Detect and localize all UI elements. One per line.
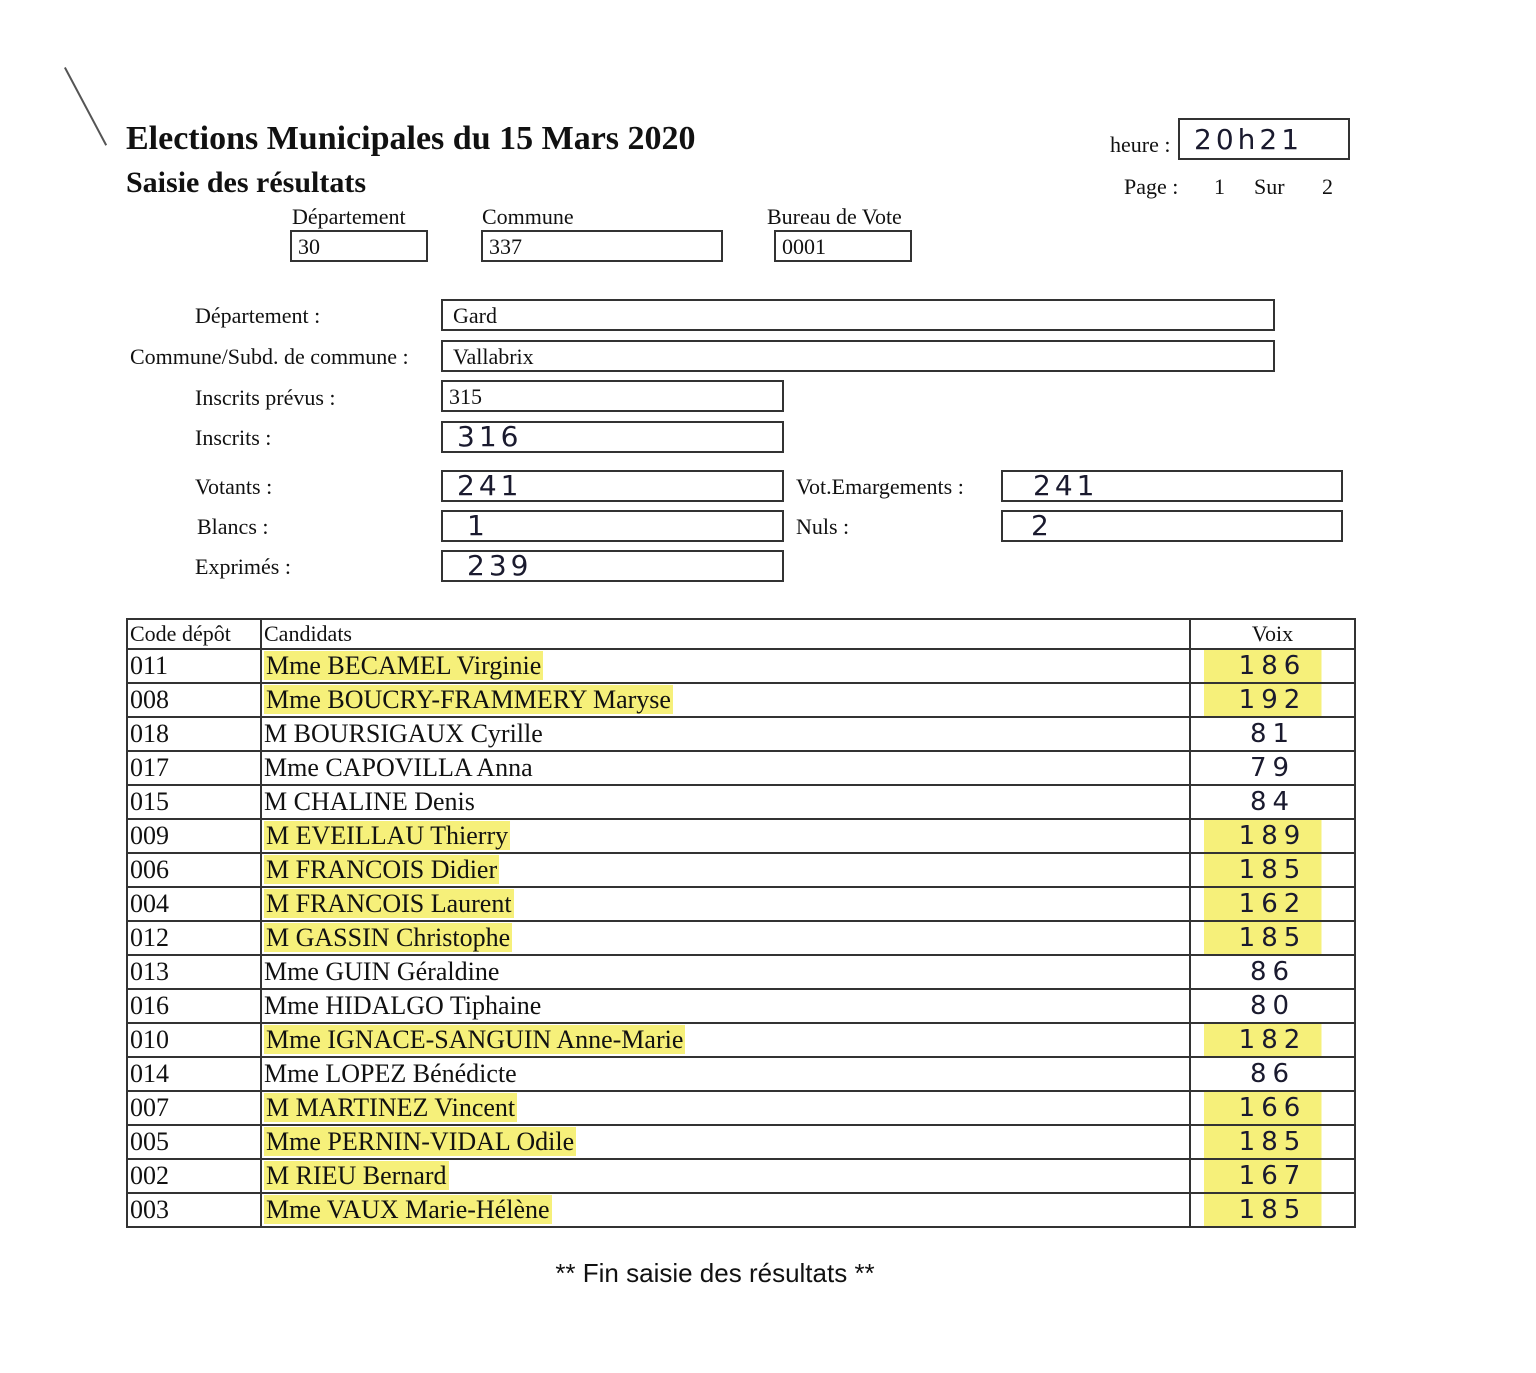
candidate-cell — [261, 955, 1190, 989]
candidate-cell — [261, 853, 1190, 887]
candidate-name: Mme LOPEZ Bénédicte — [264, 1059, 517, 1088]
candidate-cell — [261, 717, 1190, 751]
table-row — [127, 1159, 1355, 1193]
table-row — [127, 955, 1355, 989]
inscrits-prevus-label: Inscrits prévus : — [195, 385, 336, 410]
voix-cell[interactable]: 81 — [1190, 717, 1355, 751]
page-subtitle: Saisie des résultats — [126, 166, 366, 199]
candidate-cell — [261, 649, 1190, 683]
code-depot-cell: 013 — [127, 955, 261, 989]
table-row — [127, 887, 1355, 921]
exprimes-field[interactable]: 239 — [441, 550, 784, 582]
candidate-name: M FRANCOIS Didier — [266, 855, 498, 884]
end-of-results-note: ** Fin saisie des résultats ** — [555, 1258, 875, 1288]
page-total: 2 — [1322, 174, 1333, 199]
candidate-cell — [261, 751, 1190, 785]
candidate-cell — [261, 683, 1190, 717]
page-title: Elections Municipales du 15 Mars 2020 — [126, 120, 696, 157]
commune-label: Commune/Subd. de commune : — [130, 344, 409, 369]
table-row — [127, 853, 1355, 887]
departement-label: Département : — [195, 303, 321, 328]
candidate-name: Mme GUIN Géraldine — [264, 957, 500, 986]
voix-cell[interactable]: 167 — [1190, 1159, 1355, 1193]
header-code: Code dépôt — [127, 619, 261, 649]
candidate-name: Mme CAPOVILLA Anna — [264, 753, 533, 782]
inscrits-label: Inscrits : — [195, 425, 272, 450]
blancs-label: Blancs : — [197, 514, 269, 539]
bureau-code-field[interactable]: 0001 — [774, 230, 912, 262]
candidate-cell — [261, 1159, 1190, 1193]
votants-label: Votants : — [195, 474, 273, 499]
candidate-name: M EVEILLAU Thierry — [266, 821, 509, 850]
commune-code-label: Commune — [482, 204, 574, 229]
voix-cell[interactable]: 86 — [1190, 955, 1355, 989]
header-voix: Voix — [1190, 619, 1355, 649]
candidate-cell — [261, 819, 1190, 853]
code-depot-cell: 011 — [127, 649, 261, 683]
voix-cell[interactable]: 185 — [1190, 1125, 1355, 1159]
candidate-cell — [261, 785, 1190, 819]
candidate-cell — [261, 1193, 1190, 1227]
candidate-cell — [261, 1125, 1190, 1159]
code-depot-cell: 004 — [127, 887, 261, 921]
voix-cell[interactable]: 189 — [1190, 819, 1355, 853]
voix-cell[interactable]: 80 — [1190, 989, 1355, 1023]
code-depot-cell: 007 — [127, 1091, 261, 1125]
code-depot-cell: 017 — [127, 751, 261, 785]
candidate-name: M BOURSIGAUX Cyrille — [264, 719, 543, 748]
candidate-cell — [261, 887, 1190, 921]
candidate-cell — [261, 989, 1190, 1023]
voix-cell[interactable]: 185 — [1190, 853, 1355, 887]
table-row — [127, 649, 1355, 683]
code-depot-cell: 016 — [127, 989, 261, 1023]
vot-emargements-label: Vot.Emargements : — [796, 474, 964, 499]
voix-cell[interactable]: 185 — [1190, 921, 1355, 955]
candidate-cell — [261, 921, 1190, 955]
candidate-cell — [261, 1023, 1190, 1057]
candidate-name: M RIEU Bernard — [266, 1161, 447, 1190]
inscrits-field[interactable]: 316 — [441, 421, 784, 453]
voix-cell[interactable]: 186 — [1190, 649, 1355, 683]
heure-field[interactable]: 20h21 — [1178, 118, 1350, 160]
code-depot-cell: 018 — [127, 717, 261, 751]
commune-field[interactable]: Vallabrix — [441, 340, 1275, 372]
heure-label: heure : — [1110, 132, 1171, 157]
code-depot-cell: 003 — [127, 1193, 261, 1227]
voix-cell[interactable]: 84 — [1190, 785, 1355, 819]
candidate-name: M GASSIN Christophe — [266, 923, 511, 952]
code-depot-cell: 008 — [127, 683, 261, 717]
votants-field[interactable]: 241 — [441, 470, 784, 502]
results-table — [126, 618, 1356, 1228]
voix-cell[interactable]: 162 — [1190, 887, 1355, 921]
table-row — [127, 751, 1355, 785]
table-header-row — [127, 619, 1355, 649]
voix-cell[interactable]: 166 — [1190, 1091, 1355, 1125]
code-depot-cell: 010 — [127, 1023, 261, 1057]
departement-field[interactable]: Gard — [441, 299, 1275, 331]
candidate-cell — [261, 1091, 1190, 1125]
vot-emargements-field[interactable]: 241 — [1001, 470, 1343, 502]
table-row — [127, 819, 1355, 853]
nuls-label: Nuls : — [796, 514, 850, 539]
candidate-cell — [261, 1057, 1190, 1091]
table-row — [127, 1193, 1355, 1227]
candidate-name: Mme HIDALGO Tiphaine — [264, 991, 542, 1020]
inscrits-prevus-field[interactable]: 315 — [441, 380, 784, 412]
code-depot-cell: 002 — [127, 1159, 261, 1193]
voix-cell[interactable]: 192 — [1190, 683, 1355, 717]
table-row — [127, 1057, 1355, 1091]
table-row — [127, 717, 1355, 751]
voix-cell[interactable]: 79 — [1190, 751, 1355, 785]
table-row — [127, 1023, 1355, 1057]
candidate-name: M FRANCOIS Laurent — [266, 889, 512, 918]
table-row — [127, 989, 1355, 1023]
blancs-field[interactable]: 1 — [441, 510, 784, 542]
page-label: Page : — [1124, 174, 1179, 199]
nuls-field[interactable]: 2 — [1001, 510, 1343, 542]
candidate-name: M CHALINE Denis — [264, 787, 475, 816]
table-row — [127, 785, 1355, 819]
voix-cell[interactable]: 185 — [1190, 1193, 1355, 1227]
voix-cell[interactable]: 86 — [1190, 1057, 1355, 1091]
header-candidats: Candidats — [261, 619, 1190, 649]
voix-cell[interactable]: 182 — [1190, 1023, 1355, 1057]
code-depot-cell: 009 — [127, 819, 261, 853]
bureau-code-label: Bureau de Vote — [767, 204, 902, 229]
table-row — [127, 921, 1355, 955]
table-row — [127, 1125, 1355, 1159]
departement-code-label: Département — [292, 204, 406, 229]
code-depot-cell: 015 — [127, 785, 261, 819]
candidate-name: Mme BOUCRY-FRAMMERY Maryse — [266, 685, 671, 714]
code-depot-cell: 012 — [127, 921, 261, 955]
exprimes-label: Exprimés : — [195, 554, 291, 579]
sur-label: Sur — [1254, 174, 1285, 199]
candidate-name: M MARTINEZ Vincent — [266, 1093, 516, 1122]
pen-stroke-mark — [64, 67, 107, 146]
candidate-name: Mme BECAMEL Virginie — [266, 651, 542, 680]
commune-code-field[interactable]: 337 — [481, 230, 723, 262]
candidate-name: Mme IGNACE-SANGUIN Anne-Marie — [266, 1025, 684, 1054]
code-depot-cell: 014 — [127, 1057, 261, 1091]
candidate-name: Mme VAUX Marie-Hélène — [266, 1195, 550, 1224]
candidate-name: Mme PERNIN-VIDAL Odile — [266, 1127, 575, 1156]
page-number: 1 — [1214, 174, 1225, 199]
table-row — [127, 1091, 1355, 1125]
code-depot-cell: 006 — [127, 853, 261, 887]
table-row — [127, 683, 1355, 717]
departement-code-field[interactable]: 30 — [290, 230, 428, 262]
code-depot-cell: 005 — [127, 1125, 261, 1159]
